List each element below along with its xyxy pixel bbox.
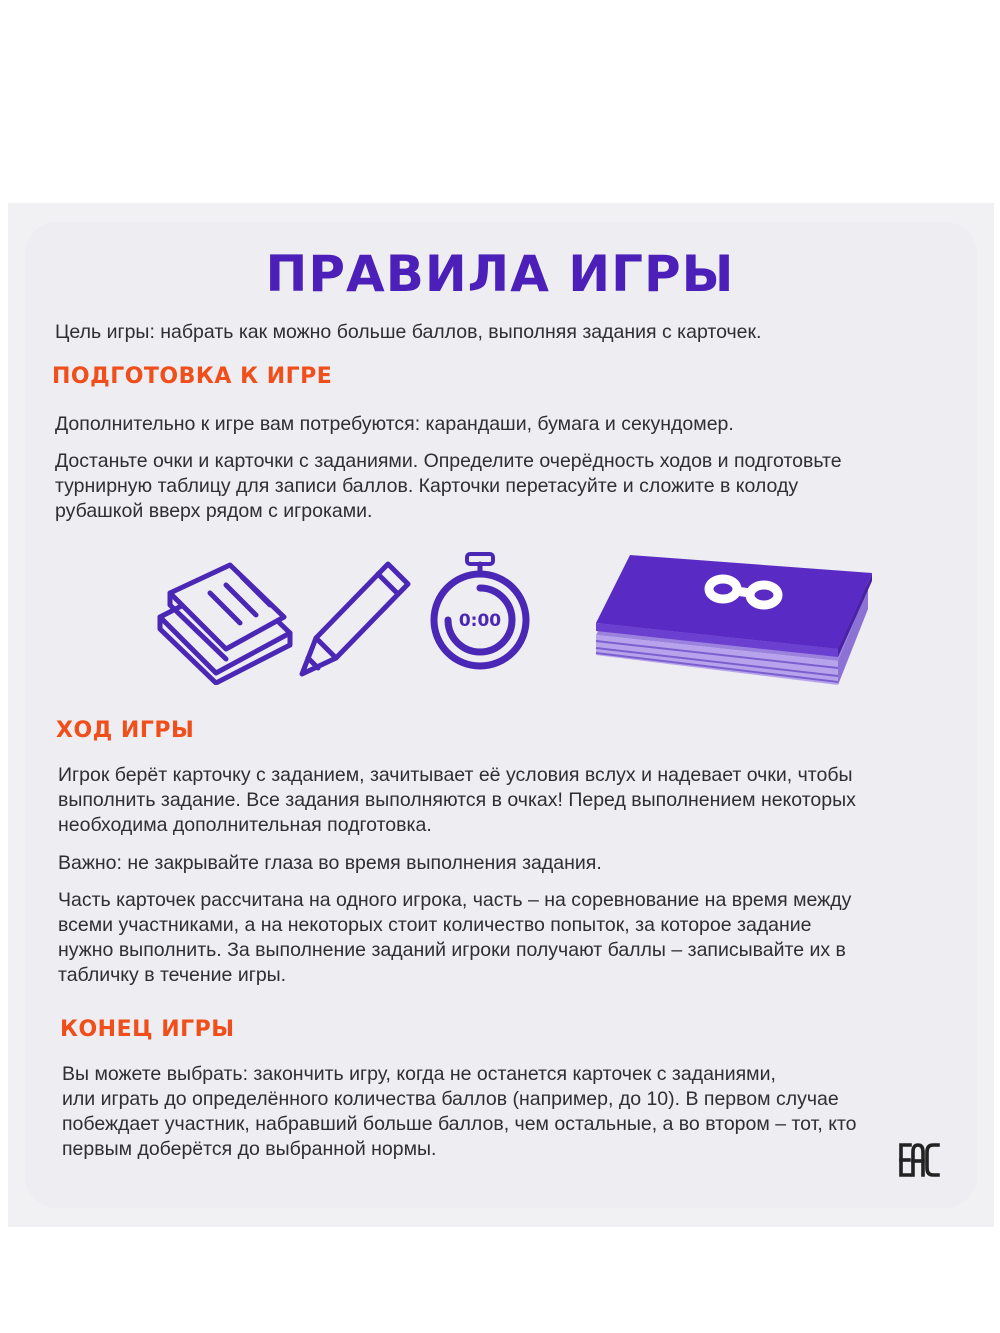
play-paragraph-1-line: Игрок берёт карточку с заданием, зачитывает её условия вслух и надевает очки, чтобы <box>58 764 853 786</box>
end-paragraph <box>62 1062 857 1162</box>
play-paragraph-3-line: табличку в течение игры. <box>58 964 287 986</box>
goal-text: Цель игры: набрать как можно больше баллов, выполняя задания с карточек. <box>55 321 762 343</box>
prep-paragraph-2-line: рубашкой вверх рядом с игроками. <box>55 500 373 522</box>
prep-paragraph-1: Дополнительно к игре вам потребуются: карандаши, бумага и секундомер. <box>55 413 734 435</box>
play-heading: ХОД ИГРЫ <box>56 718 195 743</box>
prep-heading: ПОДГОТОВКА К ИГРЕ <box>52 364 333 389</box>
paper-stack-icon <box>150 545 300 685</box>
end-paragraph-line: Вы можете выбрать: закончить игру, когда не останется карточек с заданиями, <box>62 1063 776 1085</box>
prep-paragraph-2-line: турнирную таблицу для записи баллов. Карточки перетасуйте и сложите в колоду <box>55 475 799 497</box>
end-paragraph-line: или играть до определённого количества баллов (например, до 10). В первом случае <box>62 1088 839 1110</box>
end-heading: КОНЕЦ ИГРЫ <box>60 1017 235 1042</box>
play-paragraph-3-line: нужно выполнить. За выполнение заданий игроки получают баллы – записывайте их в <box>58 939 846 961</box>
play-paragraph-3-line: всеми участниками, а на некоторых стоит количество попыток, за которое задание <box>58 914 812 936</box>
play-important-note: Важно: не закрывайте глаза во время выполнения задания. <box>58 852 602 874</box>
play-paragraph-1-line: необходима дополнительная подготовка. <box>58 814 432 836</box>
prep-paragraph-2 <box>55 449 842 524</box>
stopwatch-icon <box>425 550 535 670</box>
play-paragraph-1-line: выполнить задание. Все задания выполняются в очках! Перед выполнением некоторых <box>58 789 856 811</box>
eac-mark-icon <box>898 1142 940 1178</box>
card-deck-icon <box>590 545 895 695</box>
end-paragraph-line: первым доберётся до выбранной нормы. <box>62 1138 437 1160</box>
prep-paragraph-2-line: Достаньте очки и карточки с заданиями. Определите очерёдность ходов и подготовьте <box>55 450 842 472</box>
stopwatch-display: 0:00 <box>458 611 502 631</box>
pencil-icon <box>290 552 415 682</box>
page-title: ПРАВИЛА ИГРЫ <box>265 245 735 303</box>
play-paragraph-3-line: Часть карточек рассчитана на одного игрока, часть – на соревнование на время между <box>58 889 852 911</box>
play-paragraph-1 <box>58 763 856 838</box>
play-paragraph-3 <box>58 888 851 988</box>
end-paragraph-line: побеждает участник, набравший больше баллов, чем остальные, а во втором – тот, кто <box>62 1113 857 1135</box>
